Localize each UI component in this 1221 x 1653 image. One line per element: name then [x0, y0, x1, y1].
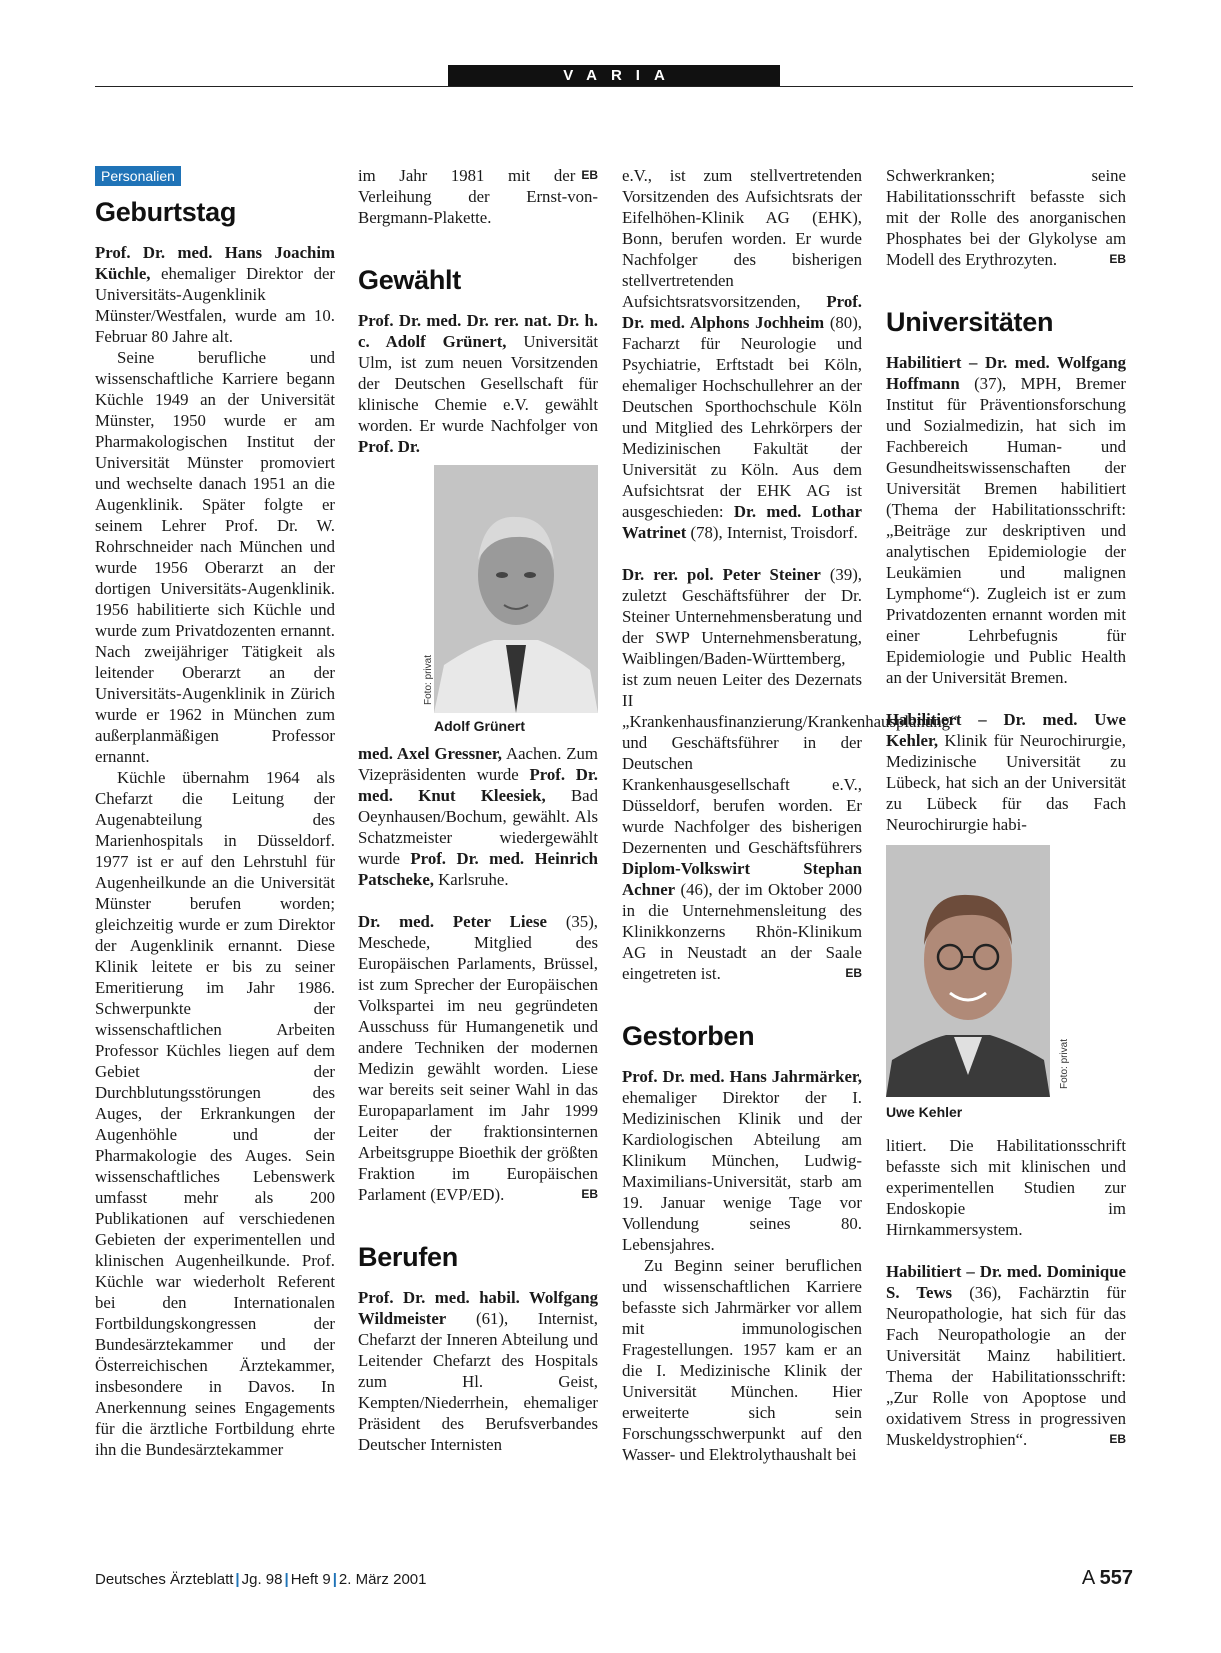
paragraph: med. Axel Gressner, Aachen. Zum Vizepräsidenten wurde Prof. Dr. med. Knut Kleesiek, Bad Oeynhausen/Bochum, gewählt. Als Schatzmeister wiedergewählt wurde Prof. Dr. med. Heinrich Patscheke, Karlsruhe.: [358, 744, 598, 889]
category-tag: Personalien: [95, 166, 181, 186]
heading-gewaehlt: Gewählt: [358, 265, 461, 295]
photo-block: [358, 465, 598, 737]
paragraph: Habilitiert – Dr. med. Dominique S. Tews (36), Fachärztin für Neuropathologie, hat sich für das Fach Neuropathologie an der Universität Mainz habilitiert. Thema der Habilitationsschrift: „Zur Rolle von Apoptose und oxidativem Stress in progressiven Muskeldystrophien“. EB: [886, 1262, 1126, 1449]
heading-berufen: Berufen: [358, 1242, 458, 1272]
photo-caption: Adolf Grünert: [434, 718, 525, 734]
paragraph: Zu Beginn seiner beruflichen und wissenschaftlichen Karriere befasste sich Jahrmärker vor allem mit immunologischen Fragestellungen. 1957 kam er an die I. Medizinische Klinik der Universität München. Hier erweiterte sich sein Forschungsschwerpunkt auf den Wasser- und Elektrolythaushalt bei: [622, 1256, 862, 1464]
paragraph: Prof. Dr. med. Dr. rer. nat. Dr. h. c. Adolf Grünert, Universität Ulm, ist zum neuen Vorsitzenden der Deutschen Gesellschaft für klinische Chemie e.V. gewählt worden. Er wurde Nachfolger von Prof. Dr.: [358, 311, 598, 456]
issue: Heft 9: [290, 1571, 331, 1588]
paragraph: litiert. Die Habilitationsschrift befasste sich mit klinischen und experimentellen Studien zur Endoskopie im Hirnkammersystem.: [886, 1136, 1126, 1239]
issue-date: 2. März 2001: [338, 1571, 427, 1588]
paragraph: Küchle übernahm 1964 als Chefarzt die Leitung der Augenabteilung des Marienhospitals in Düsseldorf. 1977 ist er auf den Lehrstuhl für Augenheilkunde an die Universität Münster berufen worden; gleichzeitig wurde er zum Direktor der Augenklinik ernannt. Diese Klinik leitete er bis zu seiner Emeritierung im Jahr 1986. Schwerpunkte der wissenschaftlichen Arbeiten Professor Küchles liegen auf dem Gebiet der Durchblutungsstörungen des Auges, der Erkrankungen der Augenhöhle und der Pharmakologie des Auges. Sein wissenschaftliches Lebenswerk umfasst mehr als 200 Publikationen auf verschiedenen Gebieten der experimentellen und klinischen Augenheilkunde. Prof. Küchle war wiederholt Referent bei den Internationalen Fortbildungskongressen der Bundesärztekammer und der Österreichischen Ärztekammer, insbesondere in Davos. In Anerkennung seines Engagements für die ärztliche Fortbildung ehrte ihn die Bundesärztekammer: [95, 768, 335, 1459]
paragraph: Seine berufliche und wissenschaftliche Karriere begann Küchle 1949 an der Universität Münster, 1950 wurde er am Pharmakologischen Institut der Universität Münster promoviert und wechselte danach 1951 an die Augenklinik. Später folgte er seinem Lehrer Prof. Dr. W. Rohrschneider nach München und wurde 1956 Oberarzt an der dortigen Universitäts-Augenklinik. 1956 habilitierte sich Küchle und wurde zum Privatdozenten ernannt. Nach zweijähriger Tätigkeit als leitender Oberarzt an der Universitäts-Augenklinik in Zürich wurde er 1962 in München zum außerplanmäßigen Professor ernannt.: [95, 348, 335, 766]
page-number: A 557: [1081, 1567, 1133, 1589]
separator: |: [332, 1571, 337, 1588]
portrait-illustration: [434, 465, 598, 713]
paragraph: Habilitiert – Dr. med. Uwe Kehler, Klinik für Neurochirurgie, Medizinische Universität zu Lübeck, hat sich an der Universität zu Lübeck für das Fach Neurochirurgie habi-: [886, 710, 1126, 834]
paragraph: Dr. rer. pol. Peter Steiner (39), zuletzt Geschäftsführer der Dr. Steiner Unternehmensberatung und der SWP Unternehmensberatung, Waiblingen/Baden-Württemberg, ist zum neuen Leiter des Dezernats II „Krankenhausfinanzierung/Krankenhausplanung“ und Geschäftsführer in der Deutschen Krankenhausgesellschaft e.V., Düsseldorf, berufen worden. Er wurde Nachfolger des bisherigen Dezernenten und Geschäftsführers Diplom-Volkswirt Stephan Achner (46), der im Oktober 2000 in die Unternehmensleitung des Klinikkonzerns Rhön-Klinikum AG in Neustadt an der Saale eingetreten ist. EB: [622, 565, 958, 983]
paragraph: Dr. med. Peter Liese (35), Meschede, Mitglied des Europäischen Parlaments, Brüssel, ist zum Sprecher der Europäischen Volkspartei im neu gegründeten Ausschuss für Humangenetik und andere Techniken der modernen Medizin gewählt worden. Liese war bereits seit seiner Wahl in das Europaparlament im Jahr 1999 Leiter der fraktionsinternen Arbeitsgruppe Bioethik der größten Fraktion im Europäischen Parlament (EVP/ED). EB: [358, 912, 598, 1204]
heading-universitaeten: Universitäten: [886, 307, 1054, 337]
portrait-illustration: [886, 845, 1050, 1097]
paragraph: e.V., ist zum stellvertretenden Vorsitzenden des Aufsichtsrats der Eifelhöhen-Klinik AG (EHK), Bonn, berufen worden. Er wurde Nachfolger des bisherigen stellvertretenden Aufsichtsratsvorsitzenden, Prof. Dr. med. Alphons Jochheim (80), Facharzt für Neurologie und Psychiatrie, Erftstadt bei Köln, ehemaliger Hochschullehrer an der Deutschen Sporthochschule Köln und Mitglied des Lehrkörpers der Medizinischen Fakultät der Universität zu Köln. Aus dem Aufsichtsrat der EHK AG ist ausgeschieden: Dr. med. Lothar Watrinet (78), Internist, Troisdorf.: [622, 166, 862, 542]
separator: |: [284, 1571, 289, 1588]
heading-gestorben: Gestorben: [622, 1021, 755, 1051]
paragraph: EB im Jahr 1981 mit der Verleihung der Ernst-von-Bergmann-Plakette.: [358, 166, 598, 227]
photo-credit: Foto: privat: [423, 654, 434, 705]
paragraph: Prof. Dr. med. Hans Jahrmärker, ehemaliger Direktor der I. Medizinischen Klinik und der Kardiologischen Abteilung am Klinikum München, Ludwig-Maximilians-Universität, starb am 19. Januar wenige Tage vor Vollendung seines 80. Lebensjahres.: [622, 1067, 862, 1254]
volume: Jg. 98: [241, 1571, 283, 1588]
paragraph: Prof. Dr. med. Hans Joachim Küchle, ehemaliger Direktor der Universitäts-Augenklinik Münster/Westfalen, wurde am 10. Februar 80 Jahre alt.: [95, 243, 335, 346]
section-label: VARIA: [448, 65, 780, 86]
journal-name: Deutsches Ärzteblatt: [95, 1571, 234, 1588]
photo-caption: Uwe Kehler: [886, 1104, 963, 1120]
page-footer: [95, 1567, 1133, 1589]
separator: |: [235, 1571, 240, 1588]
paragraph: Schwerkranken; seine Habilitationsschrift befasste sich mit der Rolle des anorganischen Phosphates bei der Glykolyse am Modell des Erythrozyten. EB: [886, 166, 1126, 269]
author-initials: EB: [1109, 1432, 1126, 1446]
portrait-photo: [886, 845, 1050, 1097]
portrait-photo: [434, 465, 598, 713]
column-1: [95, 165, 335, 1460]
photo-block: [886, 845, 1126, 1123]
photo-credit: Foto: privat: [1059, 1038, 1070, 1089]
paragraph: Habilitiert – Dr. med. Wolfgang Hoffmann (37), MPH, Bremer Institut für Präventionsforschung und Sozialmedizin, hat sich im Fachbereich Human- und Gesundheitswissenschaften der Universität Bremen habilitiert (Thema der Habilitationsschrift: „Beiträge zur deskriptiven und analytischen Epidemiologie der Leukämien und malignen Lymphome“). Zugleich ist er zum Privatdozenten ernannt worden mit einer Lehrbefugnis für Epidemiologie und Public Health an der Universität Bremen.: [886, 353, 1126, 687]
column-2: [358, 165, 598, 1455]
author-initials: EB: [581, 1187, 598, 1201]
paragraph: Prof. Dr. med. habil. Wolfgang Wildmeister (61), Internist, Chefarzt der Inneren Abteilung und Leitender Chefarzt des Hospitals zum Hl. Geist, Kempten/Niederrhein, ehemaliger Präsident des Berufsverbandes Deutscher Internisten: [358, 1288, 598, 1454]
column-4: [886, 165, 1126, 1450]
heading-geburtstag: Geburtstag: [95, 197, 237, 227]
header-rule: [95, 86, 1133, 87]
author-initials: EB: [845, 966, 862, 980]
author-initials: EB: [581, 168, 598, 182]
author-initials: EB: [1109, 252, 1126, 266]
